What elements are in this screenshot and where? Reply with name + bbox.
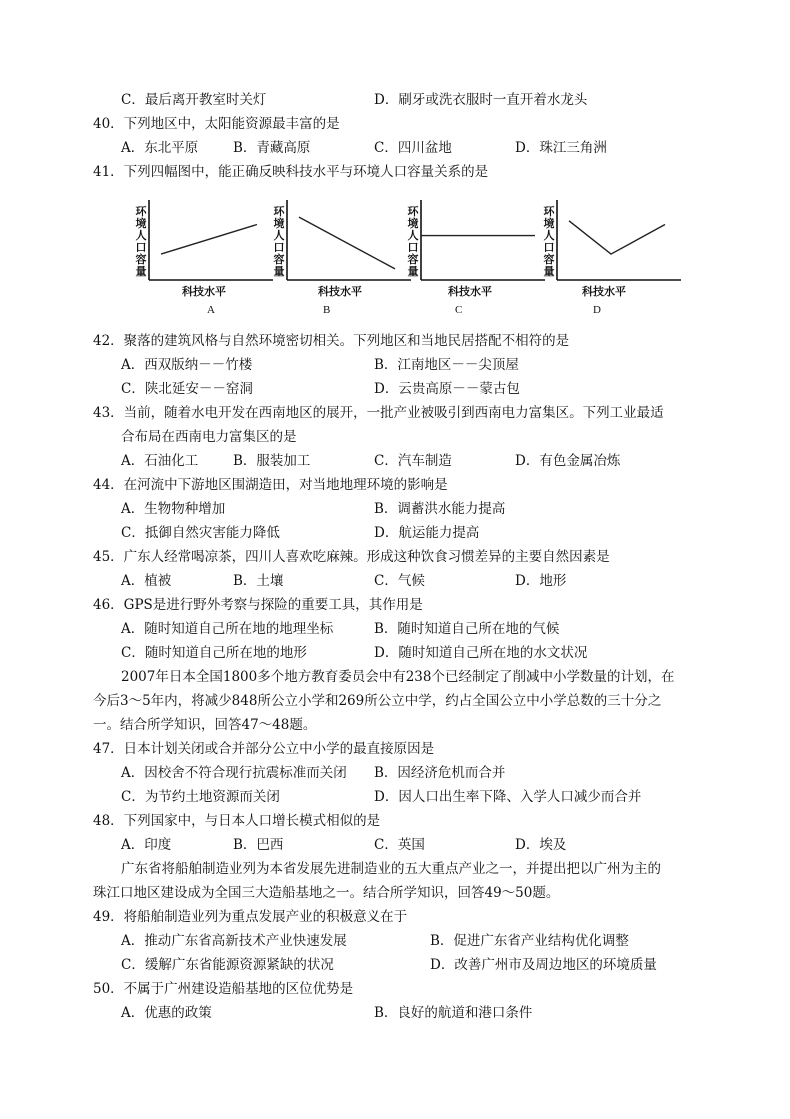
- passage-text: 2007年日本全国1800多个地方教育委员会中有238个已经制定了削减中小学数量的计划，在: [121, 669, 675, 685]
- option-text: A．石油化工: [121, 453, 199, 469]
- option-text: B．促进广东省产业结构优化调整: [430, 933, 629, 949]
- option-text: B．调蓄洪水能力提高: [374, 501, 506, 517]
- passage-text: 广东省将船舶制造业列为本省发展先进制造业的五大重点产业之一，并提出把以广州为主的: [121, 861, 661, 877]
- option-text: A．植被: [121, 573, 172, 589]
- question-text: 46．GPS是进行野外考察与探险的重要工具，其作用是: [93, 597, 423, 613]
- question-text: 49．将船舶制造业列为重点发展产业的积极意义在于: [93, 909, 408, 925]
- option-text: C．汽车制造: [374, 453, 452, 469]
- chart-ylabel: 环境人口容量: [543, 205, 555, 278]
- option-text: C．为节约土地资源而关闭: [121, 789, 280, 805]
- chart-ylabel: 环境人口容量: [135, 205, 147, 278]
- option-text: C．英国: [374, 837, 425, 853]
- option-text: D．航运能力提高: [374, 525, 480, 541]
- option-text: D．珠江三角洲: [515, 140, 607, 156]
- option-text: C．气候: [374, 573, 425, 589]
- option-text: C．随时知道自己所在地的地形: [121, 645, 307, 661]
- option-text: C．陕北延安－－窑洞: [121, 381, 253, 397]
- chart-letter: D: [593, 304, 601, 316]
- option-text: D．因人口出生率下降、入学人口减少而合并: [374, 789, 642, 805]
- option-text: A．生物物种增加: [121, 501, 226, 517]
- chart-xlabel: 科技水平: [448, 285, 492, 298]
- chart-c-svg: [402, 194, 552, 324]
- chart-ylabel: 环境人口容量: [273, 205, 285, 278]
- passage-text: 今后3～5年内，将减少848所公立小学和269所公立中学，约占全国公立中小学总数的三十分之: [93, 693, 662, 709]
- question-text: 42．聚落的建筑风格与自然环境密切相关。下列地区和当地民居搭配不相符的是: [93, 333, 570, 349]
- option-text: B．青藏高原: [233, 140, 311, 156]
- chart-a: [130, 194, 280, 324]
- chart-b: [268, 194, 418, 324]
- series-line: [299, 217, 395, 269]
- option-text: D．云贵高原－－蒙古包: [374, 381, 520, 397]
- chart-d-svg: [538, 194, 688, 324]
- question-text: 41．下列四幅图中，能正确反映科技水平与环境人口容量关系的是: [93, 164, 489, 180]
- chart-c: [402, 194, 552, 324]
- chart-xlabel: 科技水平: [182, 285, 226, 298]
- option-text: B．巴西: [233, 837, 284, 853]
- series-line: [161, 225, 257, 255]
- option-text: C．抵御自然灾害能力降低: [121, 525, 280, 541]
- passage-text: 一。结合所学知识，回答47～48题。: [93, 717, 317, 733]
- option-text: C．缓解广东省能源资源紧缺的状况: [121, 957, 334, 973]
- chart-xlabel: 科技水平: [582, 285, 626, 298]
- option-text: B．服装加工: [233, 453, 311, 469]
- chart-xlabel: 科技水平: [318, 285, 362, 298]
- question-text: 50．不属于广州建设造船基地的区位优势是: [93, 981, 354, 997]
- option-text: A．西双版纳－－竹楼: [121, 357, 253, 373]
- chart-a-svg: [130, 194, 280, 324]
- option-text: C．最后离开教室时关灯: [121, 92, 267, 108]
- option-text: A．推动广东省高新技术产业快速发展: [121, 933, 347, 949]
- question-text: 48．下列国家中，与日本人口增长模式相似的是: [93, 813, 381, 829]
- option-text: D．有色金属冶炼: [515, 453, 621, 469]
- option-text: A．印度: [121, 837, 172, 853]
- option-text: B．江南地区－－尖顶屋: [374, 357, 519, 373]
- option-text: D．改善广州市及周边地区的环境质量: [430, 957, 657, 973]
- question-text: 44．在河流中下游地区围湖造田，对当地地理环境的影响是: [93, 477, 448, 493]
- question-text: 47．日本计划关闭或合并部分公立中小学的最直接原因是: [93, 741, 435, 757]
- chart-letter: A: [207, 304, 215, 316]
- question-text: 40．下列地区中，太阳能资源最丰富的是: [93, 116, 340, 132]
- passage-text: 珠江口地区建设成为全国三大造船基地之一。结合所学知识，回答49～50题。: [93, 885, 560, 901]
- option-text: D．地形: [515, 573, 567, 589]
- option-text: D．刷牙或洗衣服时一直开着水龙头: [374, 92, 588, 108]
- chart-b-svg: [268, 194, 418, 324]
- question-text: 合布局在西南电力富集区的是: [121, 429, 297, 445]
- chart-d: [538, 194, 688, 324]
- chart-ylabel: 环境人口容量: [407, 205, 419, 278]
- option-text: C．四川盆地: [374, 140, 452, 156]
- option-text: D．随时知道自己所在地的水文状况: [374, 645, 588, 661]
- question-text: 43．当前，随着水电开发在西南地区的展开，一批产业被吸引到西南电力富集区。下列工业最适: [93, 405, 664, 421]
- option-text: A．因校舍不符合现行抗震标准而关闭: [121, 765, 347, 781]
- series-line: [569, 221, 665, 254]
- option-text: B．随时知道自己所在地的气候: [374, 621, 560, 637]
- option-text: B．良好的航道和港口条件: [374, 1005, 533, 1021]
- option-text: A．优惠的政策: [121, 1005, 212, 1021]
- chart-letter: B: [323, 304, 331, 316]
- option-text: A．随时知道自己所在地的地理坐标: [121, 621, 334, 637]
- chart-letter: C: [455, 304, 463, 316]
- option-text: A．东北平原: [121, 140, 199, 156]
- option-text: D．埃及: [515, 837, 567, 853]
- option-text: B．因经济危机而合并: [374, 765, 506, 781]
- question-text: 45．广东人经常喝凉茶，四川人喜欢吃麻辣。形成这种饮食习惯差异的主要自然因素是: [93, 549, 610, 565]
- option-text: B．土壤: [233, 573, 284, 589]
